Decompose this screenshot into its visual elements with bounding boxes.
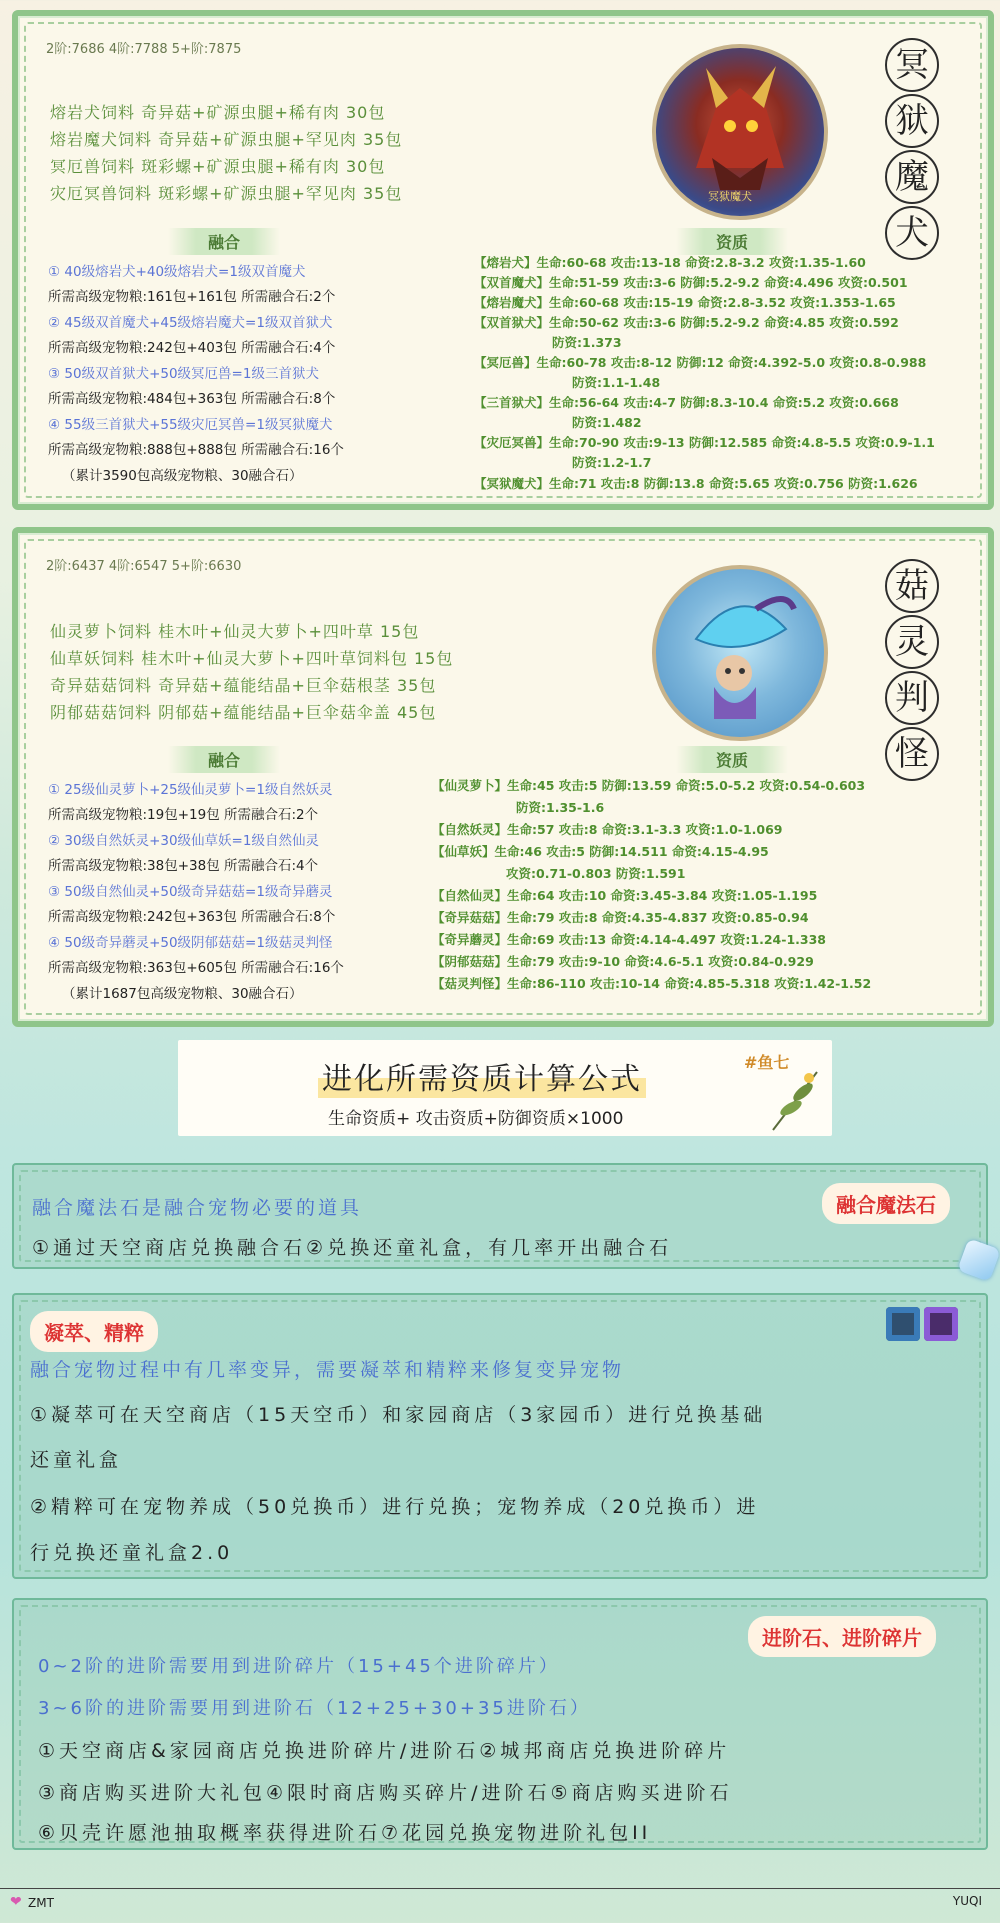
pet-card-hellhound: [12, 10, 994, 510]
stat-line: 【双首魔犬】生命:51-59 攻击:3-6 防御:5.2-9.2 命资:4.496 攻资:0.501: [474, 275, 908, 290]
feed-line: 阴郁菇菇饲料 阴郁菇+蕴能结晶+巨伞菇伞盖 45包: [50, 703, 437, 722]
fusion-step: ④ 55级三首狱犬+55级灾厄冥兽=1级冥狱魔犬: [48, 417, 333, 433]
feed-line: 仙灵萝卜饲料 桂木叶+仙灵大萝卜+四叶草 15包: [50, 622, 420, 641]
stat-line: 防资:1.35-1.6: [516, 800, 605, 815]
stat-line: 【双首狱犬】生命:50-62 攻击:3-6 防御:5.2-9.2 命资:4.85 攻资:0.592: [474, 315, 899, 330]
feed-line: 熔岩犬饲料 奇异菇+矿源虫腿+稀有肉 30包: [50, 103, 386, 122]
stat-line: 【三首狱犬】生命:56-64 攻击:4-7 防御:8.3-10.4 命资:5.2 攻资:0.668: [474, 395, 899, 410]
fusion-cost: 所需高级宠物粮:363包+605包 所需融合石:16个: [48, 960, 344, 976]
fusion-cost: 所需高级宠物粮:242包+363包 所需融合石:8个: [48, 909, 336, 925]
title-char: 狱: [885, 94, 939, 148]
heart-icon: ❤: [10, 1894, 22, 1910]
stat-line: 【仙灵萝卜】生命:45 攻击:5 防御:13.59 命资:5.0-5.2 攻资:0.54-0.603: [432, 778, 866, 793]
fusion-step: ① 40级熔岩犬+40级熔岩犬=1级双首魔犬: [48, 264, 306, 280]
fusion-step: ④ 50级奇异蘑灵+50级阴郁菇菇=1级菇灵判怪: [48, 935, 333, 951]
panel-line: 行兑换还童礼盒2.0: [30, 1542, 234, 1564]
panel-subtitle: 融合魔法石是融合宠物必要的道具: [32, 1197, 363, 1219]
fusion-step: ② 30级自然妖灵+30级仙草妖=1级自然仙灵: [48, 833, 319, 849]
tier-values: 2阶:6437 4阶:6547 5+阶:6630: [46, 559, 242, 574]
panel-blue-line: 3~6阶的进阶需要用到进阶石（12+25+30+35进阶石）: [38, 1698, 591, 1719]
panel-line: ①天空商店&家园商店兑换进阶碎片/进阶石②城邦商店兑换进阶碎片: [38, 1740, 731, 1762]
title-char: 怪: [885, 727, 939, 781]
portrait-caption: 冥狱魔犬: [708, 190, 752, 203]
feed-line: 熔岩魔犬饲料 奇异菇+矿源虫腿+罕见肉 35包: [50, 130, 403, 149]
stat-line: 【冥狱魔犬】生命:71 攻击:8 防御:13.8 命资:5.65 攻资:0.756 防资:1.626: [474, 476, 918, 491]
stat-line: 【熔岩魔犬】生命:60-68 攻击:15-19 命资:2.8-3.52 攻资:1.353-1.65: [474, 295, 896, 310]
fusion-step: ③ 50级自然仙灵+50级奇异菇菇=1级奇异蘑灵: [48, 884, 333, 900]
stat-line: 【自然妖灵】生命:57 攻击:8 命资:3.1-3.3 攻资:1.0-1.069: [432, 822, 783, 837]
fusion-heading: 融合: [168, 746, 280, 773]
pet-title-vertical: [886, 559, 938, 783]
pet-portrait: [652, 44, 828, 220]
feed-line: 冥厄兽饲料 斑彩螺+矿源虫腿+稀有肉 30包: [50, 157, 386, 176]
stats-heading: 资质: [676, 746, 788, 773]
panel-line: ③商店购买进阶大礼包④限时商店购买碎片/进阶石⑤商店购买进阶石: [38, 1782, 733, 1804]
tier-values: 2阶:7686 4阶:7788 5+阶:7875: [46, 42, 242, 57]
fusion-heading: 融合: [168, 228, 280, 255]
stat-line: 【熔岩犬】生命:60-68 攻击:13-18 命资:2.8-3.2 攻资:1.35-1.60: [474, 255, 866, 270]
crystal-icon: [886, 1307, 920, 1341]
feed-line: 奇异菇菇饲料 奇异菇+蕴能结晶+巨伞菇根茎 35包: [50, 676, 437, 695]
fusion-step: ① 25级仙灵萝卜+25级仙灵萝卜=1级自然妖灵: [48, 782, 333, 798]
title-char: 犬: [885, 206, 939, 260]
footer-right-text: YUQI: [952, 1894, 982, 1908]
pet-title-vertical: [886, 38, 938, 262]
signature: #鱼七: [744, 1053, 790, 1072]
leaf-icon: [763, 1064, 823, 1134]
title-char: 冥: [885, 38, 939, 92]
title-char: 判: [885, 671, 939, 725]
title-char: 灵: [885, 615, 939, 669]
fusion-step: ② 45级双首魔犬+45级熔岩魔犬=1级双首狱犬: [48, 315, 333, 331]
stat-line: 防资:1.373: [552, 335, 622, 350]
feed-line: 灾厄冥兽饲料 斑彩螺+矿源虫腿+罕见肉 35包: [50, 184, 403, 203]
panel-tag: 进阶石、进阶碎片: [748, 1616, 936, 1657]
stat-line: 【菇灵判怪】生命:86-110 攻击:10-14 命资:4.85-5.318 攻资:1.42-1.52: [432, 976, 872, 991]
stat-line: 【奇异蘑灵】生命:69 攻击:13 命资:4.14-4.497 攻资:1.24-1.338: [432, 932, 826, 947]
stat-line: 【仙草妖】生命:46 攻击:5 防御:14.511 命资:4.15-4.95: [432, 844, 769, 859]
panel-tag: 凝萃、精粹: [30, 1311, 158, 1352]
panel-line: ①凝萃可在天空商店（15天空币）和家园商店（3家园币）进行兑换基础: [30, 1404, 767, 1426]
footer-left-text: ZMT: [28, 1896, 54, 1910]
fusion-total: （累计1687包高级宠物粮、30融合石）: [62, 986, 303, 1002]
formula-title: 进化所需资质计算公式: [318, 1054, 646, 1098]
stat-line: 攻资:0.71-0.803 防资:1.591: [506, 866, 686, 881]
fusion-cost: 所需高级宠物粮:161包+161包 所需融合石:2个: [48, 289, 336, 305]
fusion-cost: 所需高级宠物粮:888包+888包 所需融合石:16个: [48, 442, 344, 458]
title-char: 菇: [885, 559, 939, 613]
stat-line: 【自然仙灵】生命:64 攻击:10 命资:3.45-3.84 攻资:1.05-1.195: [432, 888, 818, 903]
crystal-icon: [924, 1307, 958, 1341]
panel-subtitle: 融合宠物过程中有几率变异，需要凝萃和精粹来修复变异宠物: [30, 1359, 625, 1381]
stat-line: 【阴郁菇菇】生命:79 攻击:9-10 命资:4.6-5.1 攻资:0.84-0.929: [432, 954, 814, 969]
panel-line: ⑥贝壳许愿池抽取概率获得进阶石⑦花园兑换宠物进阶礼包II: [38, 1822, 652, 1844]
stat-line: 【灾厄冥兽】生命:70-90 攻击:9-13 防御:12.585 命资:4.8-5.5 攻资:0.9-1.1: [474, 435, 935, 450]
pet-portrait: [652, 565, 828, 741]
panel-fusion-stone: [12, 1163, 988, 1269]
stat-line: 【奇异菇菇】生命:79 攻击:8 命资:4.35-4.837 攻资:0.85-0.94: [432, 910, 809, 925]
fusion-total: （累计3590包高级宠物粮、30融合石）: [62, 468, 303, 484]
stat-line: 【冥厄兽】生命:60-78 攻击:8-12 防御:12 命资:4.392-5.0 攻资:0.8-0.988: [474, 355, 927, 370]
fusion-cost: 所需高级宠物粮:484包+363包 所需融合石:8个: [48, 391, 336, 407]
panel-tag: 融合魔法石: [822, 1183, 950, 1224]
stat-line: 防资:1.1-1.48: [572, 375, 661, 390]
panel-line: 还童礼盒: [30, 1449, 123, 1471]
fusion-cost: 所需高级宠物粮:242包+403包 所需融合石:4个: [48, 340, 336, 356]
formula-text: 生命资质+ 攻击资质+防御资质×1000: [328, 1109, 624, 1129]
panel-blue-line: 0~2阶的进阶需要用到进阶碎片（15+45个进阶碎片）: [38, 1656, 560, 1677]
stat-line: 防资:1.482: [572, 415, 642, 430]
fusion-step: ③ 50级双首狱犬+50级冥厄兽=1级三首狱犬: [48, 366, 319, 382]
stats-heading: 资质: [676, 228, 788, 255]
fusion-cost: 所需高级宠物粮:38包+38包 所需融合石:4个: [48, 858, 319, 874]
mushroom-illustration: [656, 569, 824, 737]
panel-line: ②精粹可在宠物养成（50兑换币）进行兑换；宠物养成（20兑换币）进: [30, 1496, 760, 1518]
panel-line: ①通过天空商店兑换融合石②兑换还童礼盒，有几率开出融合石: [32, 1237, 673, 1259]
footer: [0, 1880, 1000, 1923]
formula-banner: [178, 1040, 832, 1136]
fusion-cost: 所需高级宠物粮:19包+19包 所需融合石:2个: [48, 807, 319, 823]
panel-refine: [12, 1293, 988, 1579]
feed-line: 仙草妖饲料 桂木叶+仙灵大萝卜+四叶草饲料包 15包: [50, 649, 454, 668]
title-char: 魔: [885, 150, 939, 204]
stat-line: 防资:1.2-1.7: [572, 455, 652, 470]
panel-advance: [12, 1598, 988, 1850]
pet-card-mushroom: [12, 527, 994, 1027]
